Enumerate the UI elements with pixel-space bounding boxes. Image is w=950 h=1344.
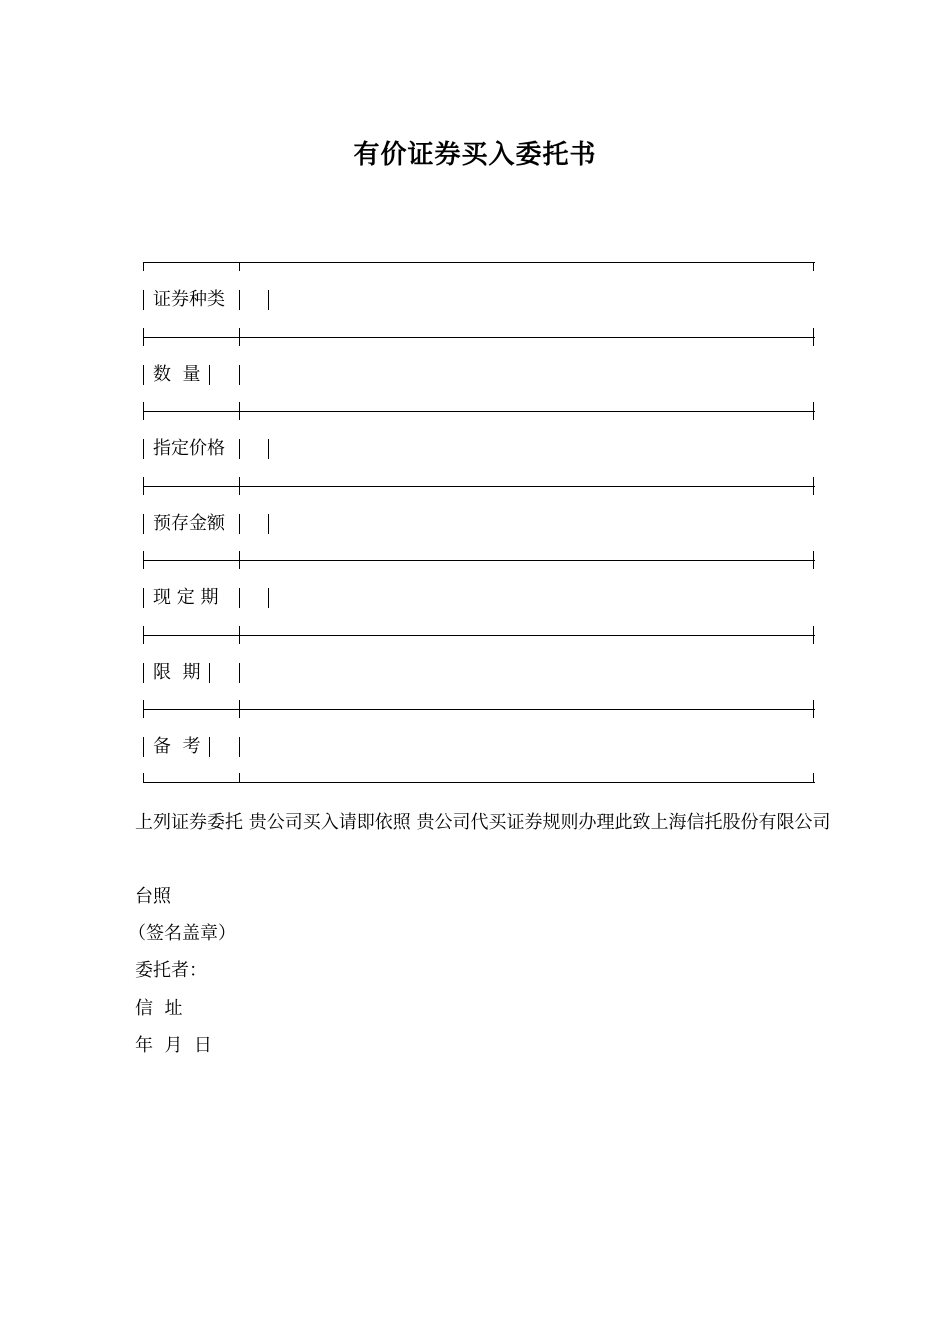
row-mid-bar [239, 588, 240, 608]
row-mid-bar [209, 365, 210, 385]
table-cross-tick [143, 402, 144, 420]
table-cross-tick [813, 700, 814, 718]
table-cross-tick [239, 551, 240, 569]
row-value-bar [268, 290, 269, 310]
row-value-bar [239, 365, 240, 385]
client-label: 委托者： [135, 960, 207, 981]
table-cross-tick [813, 551, 814, 569]
date-label: 年 月 日 [135, 1035, 212, 1056]
table-row-divider [143, 411, 815, 412]
row-value-bar [268, 439, 269, 459]
salutation: 台照 [135, 886, 171, 907]
field-label-time-limit: 限 期 [153, 662, 201, 683]
field-label-security-type: 证券种类 [153, 289, 225, 310]
entrustment-paragraph [116, 804, 842, 841]
table-cross-tick [813, 626, 814, 644]
row-mid-bar [239, 514, 240, 534]
row-mid-bar [209, 737, 210, 757]
row-mid-bar [209, 663, 210, 683]
row-mid-bar [239, 439, 240, 459]
table-row-divider [143, 337, 815, 338]
row-value-bar [268, 588, 269, 608]
row-value-bar [268, 514, 269, 534]
field-label-specified-price: 指定价格 [153, 438, 225, 459]
row-value-bar [239, 737, 240, 757]
table-row-divider [143, 560, 815, 561]
table-row-divider [143, 709, 815, 710]
table-cross-tick [143, 328, 144, 346]
table-cross-tick [239, 700, 240, 718]
table-cross-tick [239, 477, 240, 495]
table-cross-tick [143, 626, 144, 644]
row-left-bar [143, 737, 144, 757]
field-label-quantity: 数 量 [153, 364, 201, 385]
row-left-bar [143, 439, 144, 459]
table-cross-tick [239, 402, 240, 420]
table-cross-tick [813, 328, 814, 346]
signature-note: （签名盖章） [128, 923, 236, 944]
table-corner [813, 262, 814, 271]
table-column-tick [239, 262, 240, 271]
table-cross-tick [813, 402, 814, 420]
row-value-bar [239, 663, 240, 683]
table-column-tick [239, 773, 240, 783]
table-corner [813, 773, 814, 783]
document-title: 有价证券买入委托书 [353, 140, 597, 170]
row-left-bar [143, 663, 144, 683]
paragraph-text: 上列证券委托 贵公司买入请即依照 贵公司代买证券规则办理此致上海信托股份有限公司 [135, 812, 831, 833]
field-label-deposit-amount: 预存金额 [153, 513, 225, 534]
table-cross-tick [239, 626, 240, 644]
table-corner [143, 773, 144, 783]
table-cross-tick [239, 328, 240, 346]
row-left-bar [143, 514, 144, 534]
row-left-bar [143, 290, 144, 310]
row-mid-bar [239, 290, 240, 310]
row-left-bar [143, 588, 144, 608]
table-cross-tick [143, 551, 144, 569]
table-bottom-border [143, 782, 815, 783]
field-label-remarks: 备 考 [153, 736, 201, 757]
table-row-divider [143, 635, 815, 636]
field-label-fixed-term: 现 定 期 [153, 587, 219, 608]
table-row-divider [143, 486, 815, 487]
table-cross-tick [143, 700, 144, 718]
table-cross-tick [143, 477, 144, 495]
table-top-border [143, 262, 815, 263]
row-left-bar [143, 365, 144, 385]
table-corner [143, 262, 144, 271]
table-cross-tick [813, 477, 814, 495]
entrustment-form-table [143, 262, 815, 784]
address-label: 信 址 [135, 998, 183, 1019]
